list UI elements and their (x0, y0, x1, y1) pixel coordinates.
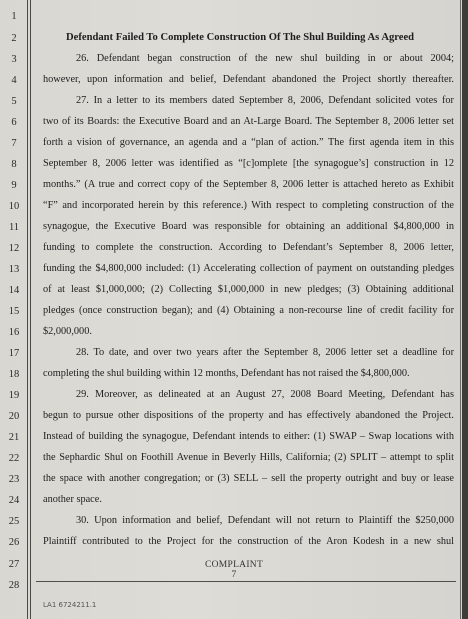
line-number: 27 (8, 559, 20, 570)
line-number: 22 (8, 453, 20, 464)
line-number: 18 (8, 369, 20, 380)
margin-rule-left-outer (27, 0, 28, 619)
line-number: 16 (8, 327, 20, 338)
body-line: completing the shul building within 12 months, Defendant has not raised the $4,800,000. (43, 368, 410, 379)
body-line: Instead of building the synagogue, Defendant intends to either: (1) SWAP – Swap locations with (43, 431, 454, 442)
body-line: pledges (once construction began); and (4) Obtaining a non-recourse line of credit facility for (43, 305, 454, 316)
body-line: funding the $4,800,000 included: (1) Accelerating collection of payment on outstanding pledges (43, 263, 454, 274)
body-line: Plaintiff contributed to the Project for the construction of the Aron Kodesh in a new shul (43, 536, 454, 547)
footer-rule (36, 581, 456, 582)
line-number: 4 (11, 75, 17, 86)
body-line: two of its Boards: the Executive Board and an At-Large Board. The September 8, 2006 letter set (43, 116, 454, 127)
line-number: 6 (11, 117, 17, 128)
footer-label: COMPLAINT (204, 560, 264, 570)
line-number: 12 (8, 243, 20, 254)
body-line: synagogue, the Executive Board was responsible for obtaining an additional $4,800,000 in (43, 221, 454, 232)
line-number: 8 (11, 159, 17, 170)
body-line: 27. In a letter to its members dated September 8, 2006, Defendant solicited votes for (76, 95, 454, 106)
margin-rule-left-inner (30, 0, 31, 619)
line-number: 21 (8, 432, 20, 443)
line-number: 25 (8, 516, 20, 527)
body-line: 30. Upon information and belief, Defendant will not return to Plaintiff the $250,000 (76, 515, 454, 526)
line-number: 11 (8, 222, 20, 233)
body-line: funding to complete the construction. According to Defendant’s September 8, 2006 letter, (43, 242, 454, 253)
body-line: 26. Defendant began construction of the new shul building in or about 2004; (76, 53, 454, 64)
line-number: 5 (11, 96, 17, 107)
section-heading: Defendant Failed To Complete Construction Of The Shul Building As Agreed (66, 32, 415, 43)
line-number: 20 (8, 411, 20, 422)
body-line: however, upon information and belief, Defendant abandoned the Project shortly thereafter. (43, 74, 454, 85)
scan-edge (462, 0, 468, 619)
body-line: 29. Moreover, as delineated at an August 27, 2008 Board Meeting, Defendant has (76, 389, 454, 400)
line-number: 24 (8, 495, 20, 506)
body-line: “F” and incorporated herein by this reference.) With respect to completing construction of the (43, 200, 454, 211)
margin-rule-right (460, 0, 461, 619)
body-line: September 8, 2006 letter was identified as “[c]omplete [the synagogue’s] construction in 12 (43, 158, 454, 169)
document-id: LA1 6724211.1 (43, 601, 97, 609)
footer-page-number: 7 (231, 570, 237, 580)
line-number: 14 (8, 285, 20, 296)
line-number: 10 (8, 201, 20, 212)
line-number: 2 (11, 33, 17, 44)
line-number: 23 (8, 474, 20, 485)
line-number: 15 (8, 306, 20, 317)
body-line: forth a vision of governance, an agenda and a “plan of action.” The first agenda item in this (43, 137, 454, 148)
line-number: 19 (8, 390, 20, 401)
line-number: 17 (8, 348, 20, 359)
body-line: begun to pursue other dispositions of the property and has effectively abandoned the Project. (43, 410, 454, 421)
line-number: 7 (11, 138, 17, 149)
line-number: 13 (8, 264, 20, 275)
body-line: 28. To date, and over two years after the September 8, 2006 letter set a deadline for (76, 347, 454, 358)
body-line: $2,000,000. (43, 326, 92, 337)
line-number: 1 (11, 11, 17, 22)
line-number: 26 (8, 537, 20, 548)
line-number: 28 (8, 580, 20, 591)
line-number: 3 (11, 54, 17, 65)
body-line: another space. (43, 494, 102, 505)
body-line: the Sephardic Shul on Foothill Avenue in Beverly Hills, California; (2) SPLIT – attempt to split (43, 452, 454, 463)
line-number: 9 (11, 180, 17, 191)
body-line: months.” (A true and correct copy of the September 8, 2006 letter is attached hereto as Exhibit (43, 179, 454, 190)
body-line: of at least $1,000,000; (2) Collecting $1,000,000 in new pledges; (3) Obtaining additional (43, 284, 454, 295)
body-line: the space with another congregation; or (3) SELL – sell the property outright and buy or lease (43, 473, 454, 484)
